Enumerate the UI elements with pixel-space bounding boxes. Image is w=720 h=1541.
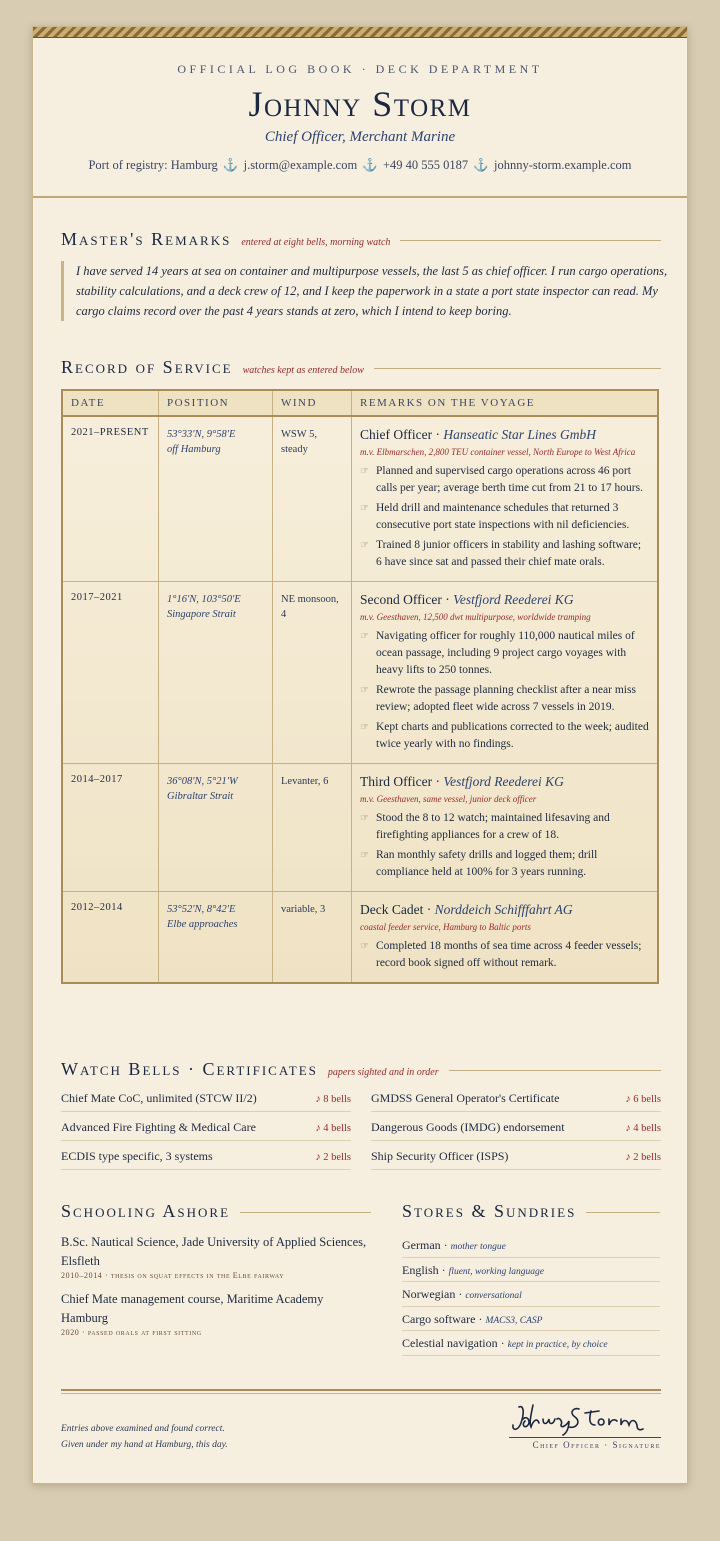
remarks-title: Master's Remarks	[61, 229, 232, 249]
coordinates: 1°16′N, 103°50′E	[167, 594, 241, 605]
remarks-heading	[61, 229, 661, 250]
vessel-note: m.v. Elbmarschen, 2,800 TEU container vessel, North Europe to West Africa	[360, 447, 636, 457]
certificates-note: papers sighted and in order	[327, 1067, 439, 1078]
service-log-table	[61, 389, 659, 984]
list-item	[371, 1083, 661, 1112]
list-item	[61, 1233, 371, 1280]
list-item: ☞ Completed 18 months of sea time across 4 feeder vessels; record book signed off without remark.	[360, 938, 649, 972]
certificate-name: Chief Mate CoC, unlimited (STCW II/2)	[61, 1091, 257, 1105]
remark-list	[360, 810, 649, 881]
page-header	[33, 38, 687, 198]
row-remarks	[352, 892, 659, 984]
table-row	[62, 582, 658, 764]
column-header-remarks: REMARKS ON THE VOYAGE	[352, 390, 659, 416]
service-title: Record of Service	[61, 357, 233, 377]
remarks-note: entered at eight bells, morning watch	[241, 237, 391, 248]
store-label: German	[402, 1238, 441, 1252]
certificate-bells: ♪ 2 bells	[315, 1152, 351, 1163]
row-remarks	[352, 764, 659, 892]
row-position	[159, 582, 273, 764]
certificate-name: GMDSS General Operator's Certificate	[371, 1091, 560, 1105]
vessel-note: m.v. Geesthaven, 12,500 dwt multipurpose, worldwide tramping	[360, 612, 591, 622]
signature-line	[509, 1437, 661, 1438]
voyage-heading: Chief Officer · Hanseatic Star Lines GmbH	[360, 427, 596, 442]
attestation-line: Entries above examined and found correct.	[61, 1424, 225, 1434]
log-book-page	[32, 26, 688, 1484]
row-wind: Levanter, 6	[273, 764, 352, 892]
store-note: MACS3, CASP	[485, 1315, 543, 1326]
signature-mark	[509, 1401, 661, 1437]
certificate-bells: ♪ 4 bells	[315, 1123, 351, 1134]
row-wind: NE monsoon, 4	[273, 582, 352, 764]
list-item	[371, 1141, 661, 1170]
vessel-note: m.v. Geesthaven, same vessel, junior deck officer	[360, 794, 537, 804]
list-item: ☞ Stood the 8 to 12 watch; maintained lifesaving and firefighting appliances for a crew of 18.	[360, 810, 649, 844]
certificate-name: Ship Security Officer (ISPS)	[371, 1149, 509, 1163]
list-item: Celestial navigation · kept in practice, by choice	[402, 1331, 660, 1356]
store-label: English	[402, 1262, 439, 1277]
company: Norddeich Schifffahrt AG	[434, 902, 573, 917]
list-item: ☞ Rewrote the passage planning checklist after a near miss review; adopted fleet wide across 7 vessels in 2019.	[360, 682, 649, 716]
row-date: 2021–PRESENT	[62, 416, 159, 582]
list-item	[371, 1112, 661, 1141]
stores-list	[402, 1233, 660, 1356]
rank: Second Officer	[360, 592, 442, 607]
store-note: conversational	[465, 1291, 522, 1301]
row-date: 2014–2017	[62, 764, 159, 892]
section-rule	[400, 240, 661, 241]
school-title: B.Sc. Nautical Science, Jade University of Applied Sciences, Elsfleth	[61, 1235, 367, 1268]
row-wind: variable, 3	[273, 892, 352, 984]
coordinates: 36°08′N, 5°21′W	[167, 776, 238, 787]
row-date: 2012–2014	[62, 892, 159, 984]
list-item: ☞ Ran monthly safety drills and logged them; drill compliance held at 100% for 3 years running.	[360, 847, 649, 881]
certificate-name: ECDIS type specific, 3 systems	[61, 1149, 213, 1163]
person-role: Chief Officer, Merchant Marine	[264, 129, 456, 145]
signature-block	[509, 1401, 661, 1450]
row-position	[159, 764, 273, 892]
section-rule	[586, 1212, 660, 1213]
school-title: Chief Mate management course, Maritime Academy Hamburg	[61, 1292, 324, 1325]
table-header-row	[62, 390, 658, 416]
section-rule	[449, 1070, 661, 1071]
store-note: kept in practice, by choice	[507, 1340, 608, 1350]
remark-list	[360, 463, 649, 571]
list-item	[61, 1290, 371, 1337]
column-header-position: POSITION	[159, 390, 273, 416]
certificates-grid	[61, 1083, 661, 1170]
service-heading	[61, 357, 661, 378]
schooling-list	[61, 1233, 371, 1347]
row-remarks	[352, 416, 659, 582]
place: off Hamburg	[167, 444, 221, 455]
place: Gibraltar Strait	[167, 791, 234, 802]
schooling-title: Schooling Ashore	[61, 1201, 231, 1221]
anchor-icon: ⚓	[473, 158, 489, 172]
rope-border	[33, 27, 687, 38]
company: Hanseatic Star Lines GmbH	[443, 427, 596, 442]
row-position	[159, 416, 273, 582]
row-remarks	[352, 582, 659, 764]
anchor-icon: ⚓	[222, 158, 239, 172]
store-label: Celestial navigation	[402, 1336, 498, 1350]
rank: Chief Officer	[360, 427, 433, 442]
footer-rule	[61, 1393, 661, 1394]
section-rule	[374, 368, 661, 369]
signature-caption: Chief Officer · Signature	[532, 1440, 661, 1450]
row-date: 2017–2021	[62, 582, 159, 764]
remark-list	[360, 938, 649, 972]
website-link[interactable]: johnny-storm.example.com	[494, 158, 632, 172]
certificates-heading	[61, 1059, 661, 1080]
list-item: German · mother tongue	[402, 1233, 660, 1258]
schooling-heading	[61, 1201, 371, 1222]
certificate-bells: ♪ 8 bells	[315, 1094, 351, 1105]
list-item: ☞ Planned and supervised cargo operations across 46 port calls per year; average berth time cut from 21 to 17 hours.	[360, 463, 649, 497]
certificate-bells: ♪ 2 bells	[625, 1152, 661, 1163]
certificate-bells: ♪ 4 bells	[625, 1123, 661, 1134]
table-row	[62, 892, 658, 984]
attestation	[61, 1421, 228, 1453]
table-row	[62, 416, 658, 582]
voyage-heading: Deck Cadet · Norddeich Schifffahrt AG	[360, 902, 573, 917]
row-wind: WSW 5, steady	[273, 416, 352, 582]
vessel-note: coastal feeder service, Hamburg to Baltic ports	[360, 922, 531, 932]
certificate-bells: ♪ 6 bells	[625, 1094, 661, 1105]
coordinates: 53°52′N, 8°42′E	[167, 904, 236, 915]
rank: Deck Cadet	[360, 902, 424, 917]
store-label: Cargo software	[402, 1311, 476, 1326]
list-item	[61, 1112, 351, 1141]
certificate-name: Dangerous Goods (IMDG) endorsement	[371, 1120, 565, 1134]
stores-heading	[402, 1201, 660, 1222]
place: Singapore Strait	[167, 609, 236, 620]
attestation-line: Given under my hand at Hamburg, this day.	[61, 1440, 228, 1450]
row-position	[159, 892, 273, 984]
voyage-heading: Third Officer · Vestfjord Reederei KG	[360, 774, 564, 789]
store-label: Norwegian	[402, 1287, 456, 1301]
store-note: mother tongue	[450, 1242, 506, 1252]
log-kicker: OFFICIAL LOG BOOK · DECK DEPARTMENT	[177, 62, 543, 76]
coordinates: 53°33′N, 9°58′E	[167, 429, 236, 440]
list-item	[61, 1083, 351, 1112]
rank: Third Officer	[360, 774, 433, 789]
list-item: English · fluent, working language	[402, 1258, 660, 1283]
person-name: Johnny Storm	[248, 84, 472, 124]
list-item	[61, 1141, 351, 1170]
list-item: ☞ Kept charts and publications corrected to the week; audited twice yearly with no findings.	[360, 719, 649, 753]
company: Vestfjord Reederei KG	[443, 774, 564, 789]
voyage-heading: Second Officer · Vestfjord Reederei KG	[360, 592, 574, 607]
table-row	[62, 764, 658, 892]
stores-title: Stores & Sundries	[402, 1201, 577, 1221]
company: Vestfjord Reederei KG	[453, 592, 574, 607]
section-rule	[240, 1212, 371, 1213]
certificates-title: Watch Bells · Certificates	[61, 1059, 318, 1079]
list-item: Norwegian · conversational	[402, 1282, 660, 1307]
school-meta: 2020 · passed orals at first sitting	[61, 1328, 202, 1337]
footer-rule	[61, 1389, 661, 1391]
certificate-name: Advanced Fire Fighting & Medical Care	[61, 1120, 256, 1134]
place: Elbe approaches	[167, 919, 238, 930]
anchor-icon: ⚓	[362, 158, 378, 172]
remarks-text: I have served 14 years at sea on container and multipurpose vessels, the last 5 as chief officer. I run cargo operations, stability calculations, and a deck crew of 12, and I keep the paperwork in a state a port state inspector can read. My cargo claims record over the past 4 years stands at zero, which I intend to keep boring.	[61, 261, 670, 321]
remark-list	[360, 628, 649, 753]
email-link[interactable]: j.storm@example.com	[243, 158, 358, 172]
list-item: Cargo software · MACS3, CASP	[402, 1307, 660, 1332]
list-item: ☞ Navigating officer for roughly 110,000 nautical miles of ocean passage, including 9 project cargo voyages with heavy lifts to 250 tonnes.	[360, 628, 649, 679]
contact-line	[33, 158, 687, 173]
column-header-wind: WIND	[273, 390, 352, 416]
column-header-date: DATE	[62, 390, 159, 416]
phone-link[interactable]: +49 40 555 0187	[383, 158, 469, 172]
service-note: watches kept as entered below	[242, 365, 364, 376]
list-item: ☞ Held drill and maintenance schedules that returned 3 consecutive port state inspections with nil deficiencies.	[360, 500, 649, 534]
registry-text: Port of registry: Hamburg	[88, 158, 218, 172]
school-meta: 2010–2014 · thesis on squat effects in the Elbe fairway	[61, 1271, 285, 1280]
list-item: ☞ Trained 8 junior officers in stability and lashing software; 6 have since sat and passed their chief mate orals.	[360, 537, 649, 571]
store-note: fluent, working language	[448, 1266, 544, 1277]
